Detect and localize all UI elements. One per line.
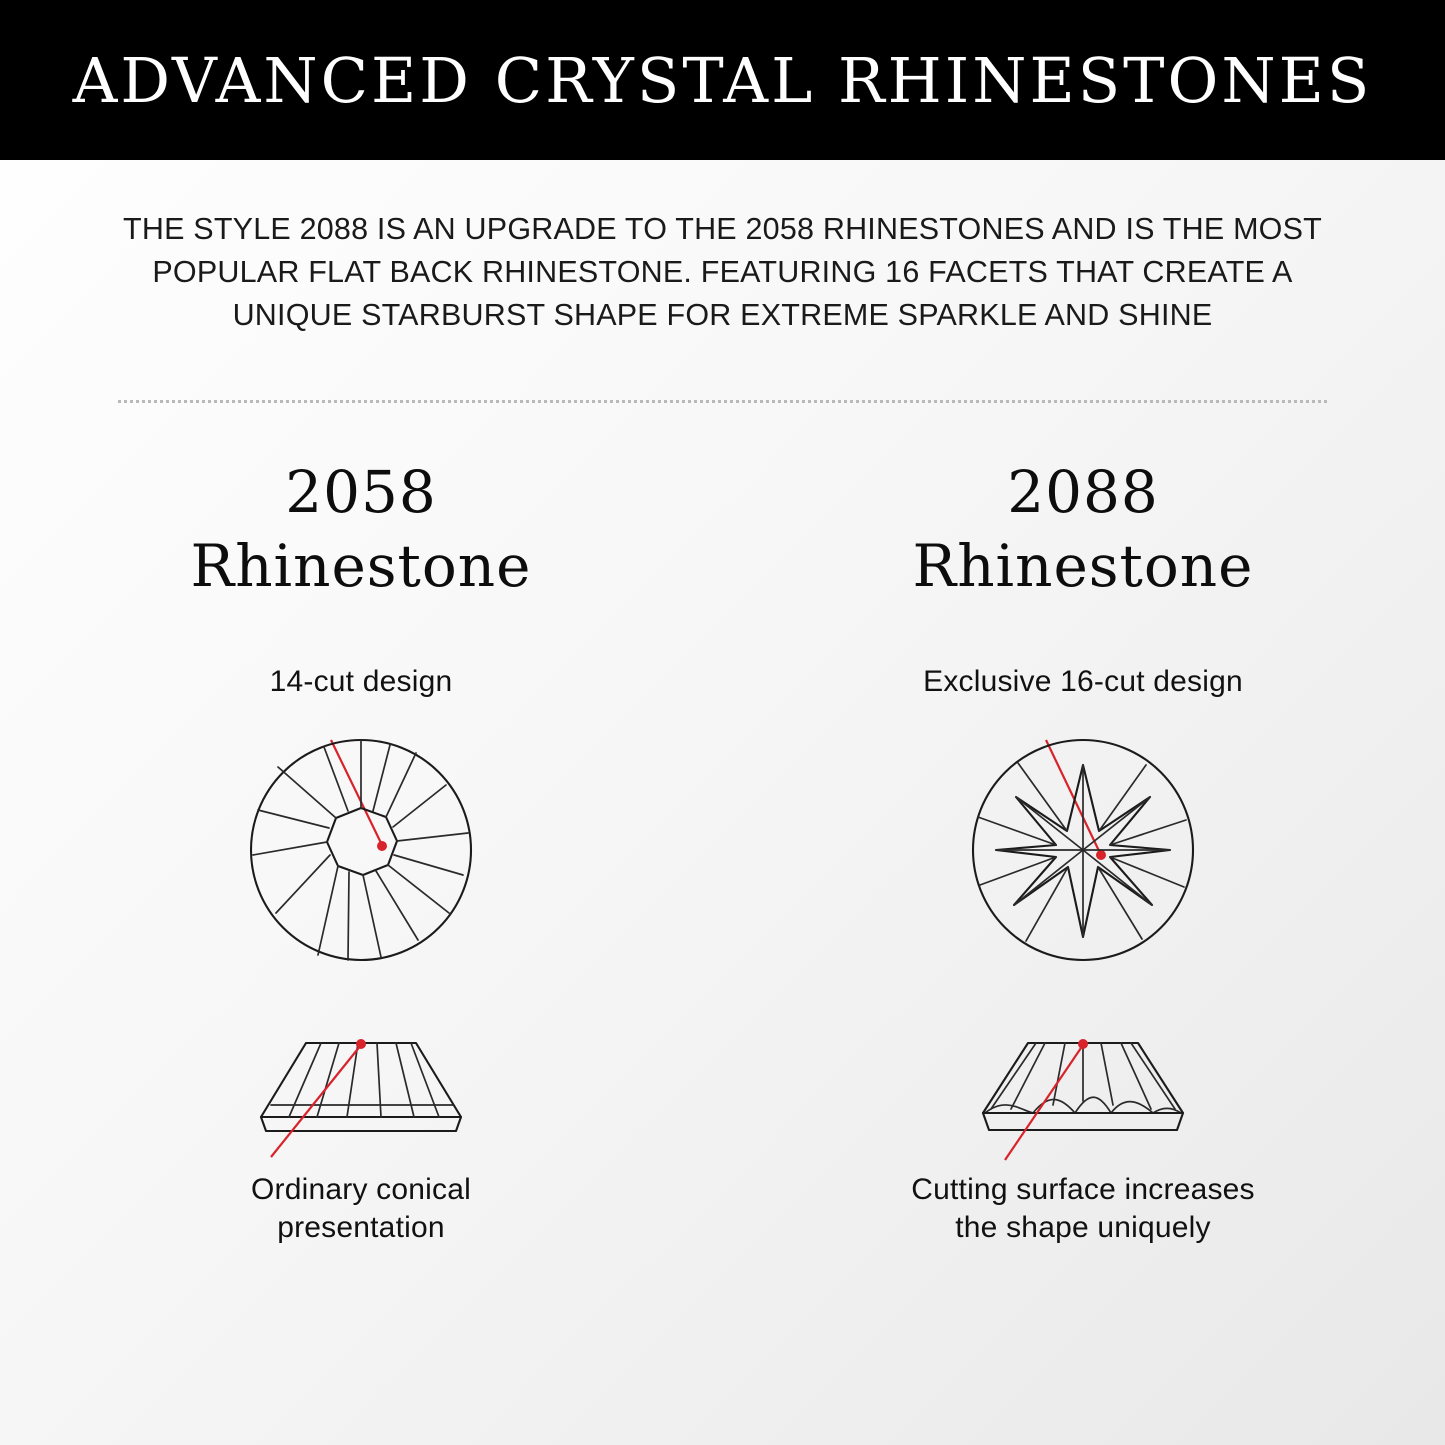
bottom-callout-2088 [911,1171,1255,1247]
column-title-2058 [191,455,532,603]
page-title: ADVANCED CRYSTAL RHINESTONES [72,43,1373,117]
bottom-callout-line1: Ordinary conical [251,1173,471,1206]
bottom-callout-line2: the shape uniquely [955,1211,1211,1244]
bottom-callout-2058 [251,1171,471,1247]
column-2058 [0,455,722,1247]
rhinestone-starburst-side-view-icon [933,1035,1233,1165]
round-rhinestone-14-facet-top-view-icon [196,705,526,995]
section-divider [118,400,1327,406]
comparison-columns [0,455,1445,1247]
bottom-callout-line1: Cutting surface increases [911,1173,1255,1206]
column-title-line2: Rhinestone [912,532,1254,600]
column-title-line1: 2088 [1007,458,1159,526]
column-title-2088 [913,455,1254,603]
rhinestone-conical-side-view-icon [211,1035,511,1165]
bottom-callout-line2: presentation [277,1211,445,1244]
column-2088 [722,455,1444,1247]
round-rhinestone-16-facet-starburst-top-view-icon [918,705,1248,995]
top-callout-2088: Exclusive 16-cut design [923,665,1243,698]
top-callout-2058: 14-cut design [269,665,453,698]
column-title-line1: 2058 [285,458,437,526]
header-banner [0,0,1445,160]
column-title-line2: Rhinestone [190,532,532,600]
intro-paragraph: THE STYLE 2088 IS AN UPGRADE TO THE 2058 RHINESTONES AND IS THE MOST POPULAR FLAT BACK RHINESTONE. FEATURING 16 FACETS THAT CREATE A UNIQUE STARBURST SHAPE FOR EXTREME SPARKLE AND SHINE [123,212,1322,332]
